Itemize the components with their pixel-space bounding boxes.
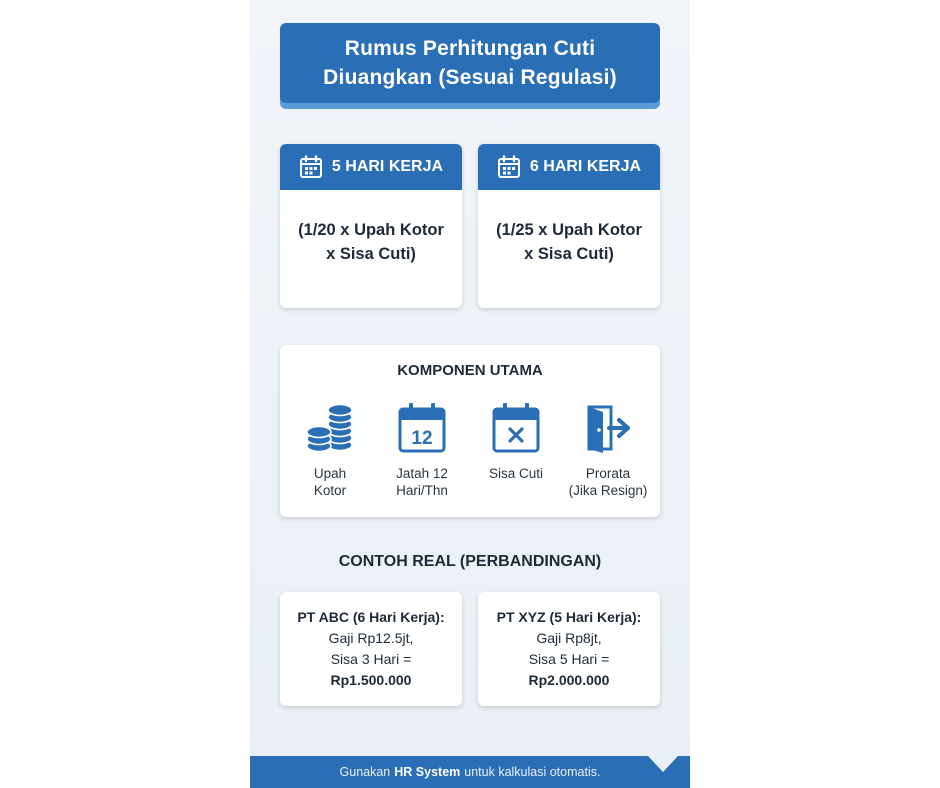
- example-result: Rp1.500.000: [330, 672, 412, 688]
- example-card-xyz: [478, 592, 660, 706]
- formula-card-5-days: [280, 144, 462, 308]
- components-title: KOMPONEN UTAMA: [397, 362, 543, 379]
- footer-prefix: Gunakan: [339, 765, 391, 779]
- example-card-abc: [280, 592, 462, 706]
- footer-suffix: untuk kalkulasi otomatis.: [464, 765, 601, 779]
- example-line-1: Gaji Rp8jt,: [536, 630, 602, 646]
- examples-title: CONTOH REAL (PERBANDINGAN): [338, 553, 602, 570]
- formula-line-2: x Sisa Cuti): [524, 245, 614, 263]
- component-prorata: [560, 401, 656, 499]
- formula-line-2: x Sisa Cuti): [326, 245, 416, 263]
- calendar-icon: [299, 155, 323, 179]
- exit-door-icon: [583, 403, 633, 453]
- calendar-icon: [497, 155, 521, 179]
- example-line-2: Sisa 5 Hari =: [528, 651, 610, 667]
- footer-highlight: HR System: [394, 765, 461, 779]
- formula-header-label: 6 HARI KERJA: [529, 158, 642, 175]
- infographic-panel: [250, 0, 690, 788]
- example-result: Rp2.000.000: [528, 672, 610, 688]
- component-label-1: Prorata: [585, 466, 631, 481]
- component-gross-wage: [282, 401, 378, 499]
- page-curl-icon: [648, 756, 678, 772]
- component-label-2: (Jika Resign): [568, 483, 648, 498]
- example-heading: PT ABC (6 Hari Kerja):: [297, 609, 445, 625]
- component-annual-quota: [374, 401, 470, 499]
- formula-text: [280, 190, 462, 308]
- component-label-2: Kotor: [313, 483, 347, 498]
- component-label-1: Sisa Cuti: [488, 466, 544, 481]
- components-card: [280, 345, 660, 517]
- calendar-12-icon: [398, 403, 446, 453]
- component-label-2: Hari/Thn: [396, 483, 448, 498]
- component-remaining-leave: [468, 401, 564, 482]
- component-label-1: Jatah 12: [396, 466, 448, 481]
- title-banner: [280, 23, 660, 103]
- formula-line-1: (1/25 x Upah Kotor: [496, 221, 642, 239]
- example-heading: PT XYZ (5 Hari Kerja):: [496, 609, 642, 625]
- calendar-number: 12: [411, 428, 433, 449]
- formula-card-6-days: [478, 144, 660, 308]
- formula-card-header: [478, 144, 660, 190]
- footer-bar: [250, 756, 690, 788]
- title-line-1: Rumus Perhitungan Cuti: [344, 37, 596, 60]
- example-line-1: Gaji Rp12.5jt,: [328, 630, 414, 646]
- example-line-2: Sisa 3 Hari =: [330, 651, 412, 667]
- formula-line-1: (1/20 x Upah Kotor: [298, 221, 444, 239]
- coins-icon: [304, 403, 356, 453]
- formula-header-label: 5 HARI KERJA: [331, 158, 444, 175]
- formula-text: [478, 190, 660, 308]
- calendar-x-icon: [492, 403, 540, 453]
- title-line-2: Diuangkan (Sesuai Regulasi): [323, 66, 617, 89]
- component-label-1: Upah: [313, 466, 347, 481]
- formula-card-header: [280, 144, 462, 190]
